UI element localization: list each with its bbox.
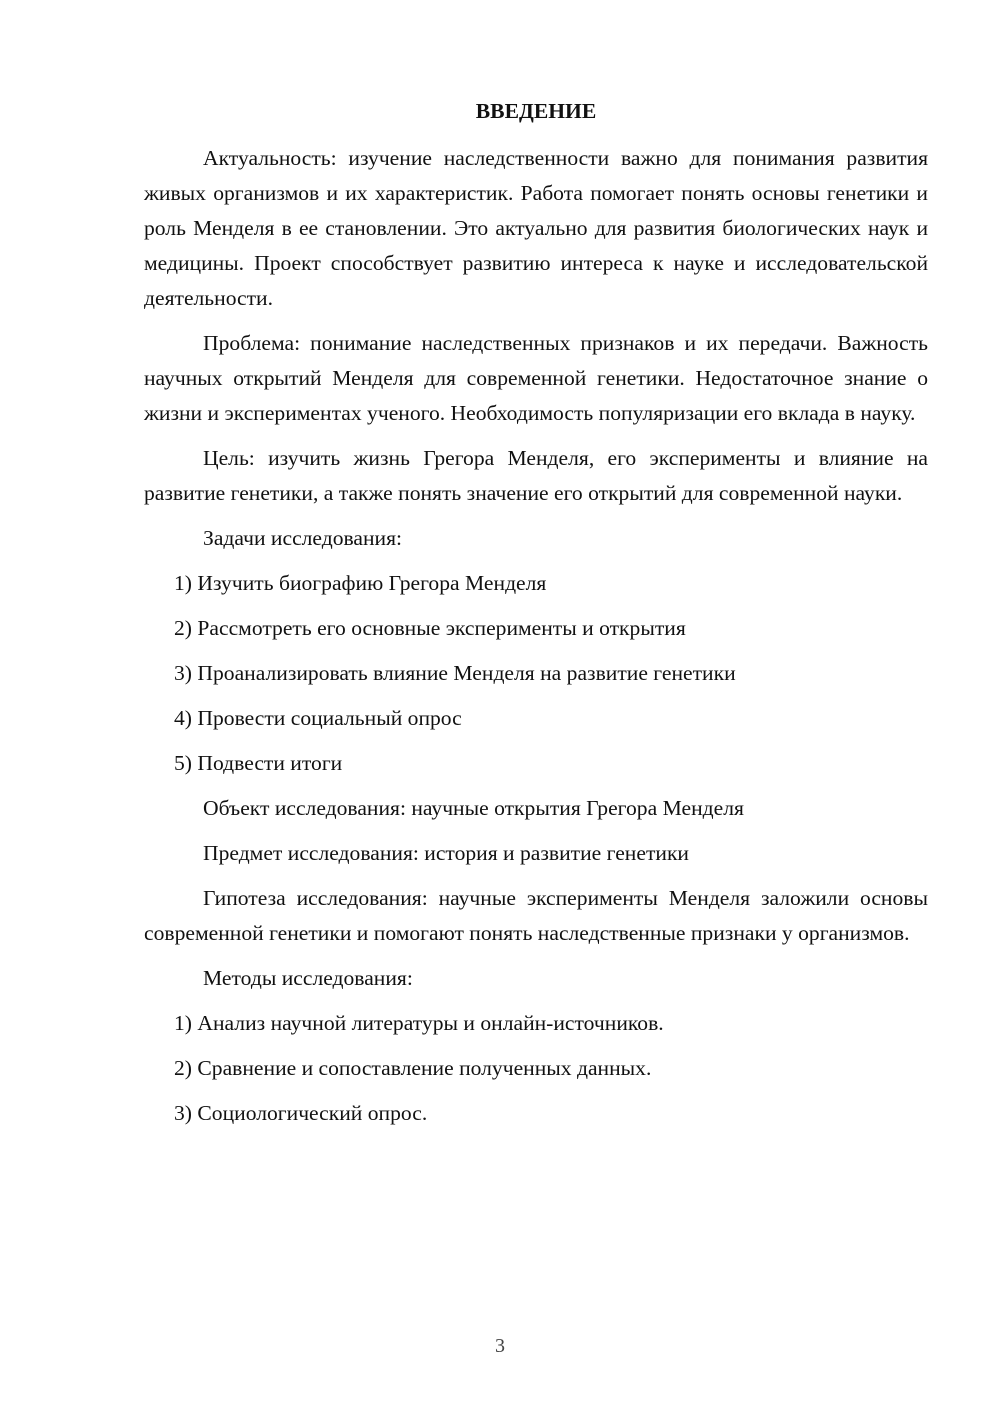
task-item-5: 5) Подвести итоги <box>174 751 343 775</box>
task-item-4: 4) Провести социальный опрос <box>174 706 462 730</box>
relevance-paragraph: Актуальность: изучение наследственности важно для понимания развития живых организмов и их характеристик. Работа помогает понять основы генетики и роль Менделя в ее становлении. Это актуально для развития биологических наук и медицины. Проект способствует развитию интереса к науке и исследовательской деятельности. <box>144 146 928 310</box>
hypothesis-paragraph: Гипотеза исследования: научные эксперименты Менделя заложили основы современной генетики и помогают понять наследственные признаки у организмов. <box>144 886 928 945</box>
method-item-1: 1) Анализ научной литературы и онлайн-источников. <box>174 1011 664 1035</box>
document-page <box>144 94 928 1141</box>
goal-paragraph: Цель: изучить жизнь Грегора Менделя, его эксперименты и влияние на развитие генетики, а также понять значение его открытий для современной науки. <box>144 446 928 505</box>
task-item-2: 2) Рассмотреть его основные эксперименты и открытия <box>174 616 686 640</box>
tasks-title: Задачи исследования: <box>203 526 403 550</box>
method-item-2: 2) Сравнение и сопоставление полученных данных. <box>174 1056 652 1080</box>
task-item-1: 1) Изучить биографию Грегора Менделя <box>174 571 547 595</box>
research-subject: Предмет исследования: история и развитие генетики <box>203 841 689 865</box>
task-item-3: 3) Проанализировать влияние Менделя на развитие генетики <box>174 661 736 685</box>
problem-paragraph: Проблема: понимание наследственных признаков и их передачи. Важность научных открытий Менделя для современной генетики. Недостаточное знание о жизни и экспериментах ученого. Необходимость популяризации его вклада в науку. <box>144 331 928 425</box>
method-item-3: 3) Социологический опрос. <box>174 1101 428 1125</box>
page-number: 3 <box>495 1335 505 1357</box>
methods-title: Методы исследования: <box>203 966 413 990</box>
research-object: Объект исследования: научные открытия Грегора Менделя <box>203 796 744 820</box>
section-heading: ВВЕДЕНИЕ <box>475 99 597 123</box>
